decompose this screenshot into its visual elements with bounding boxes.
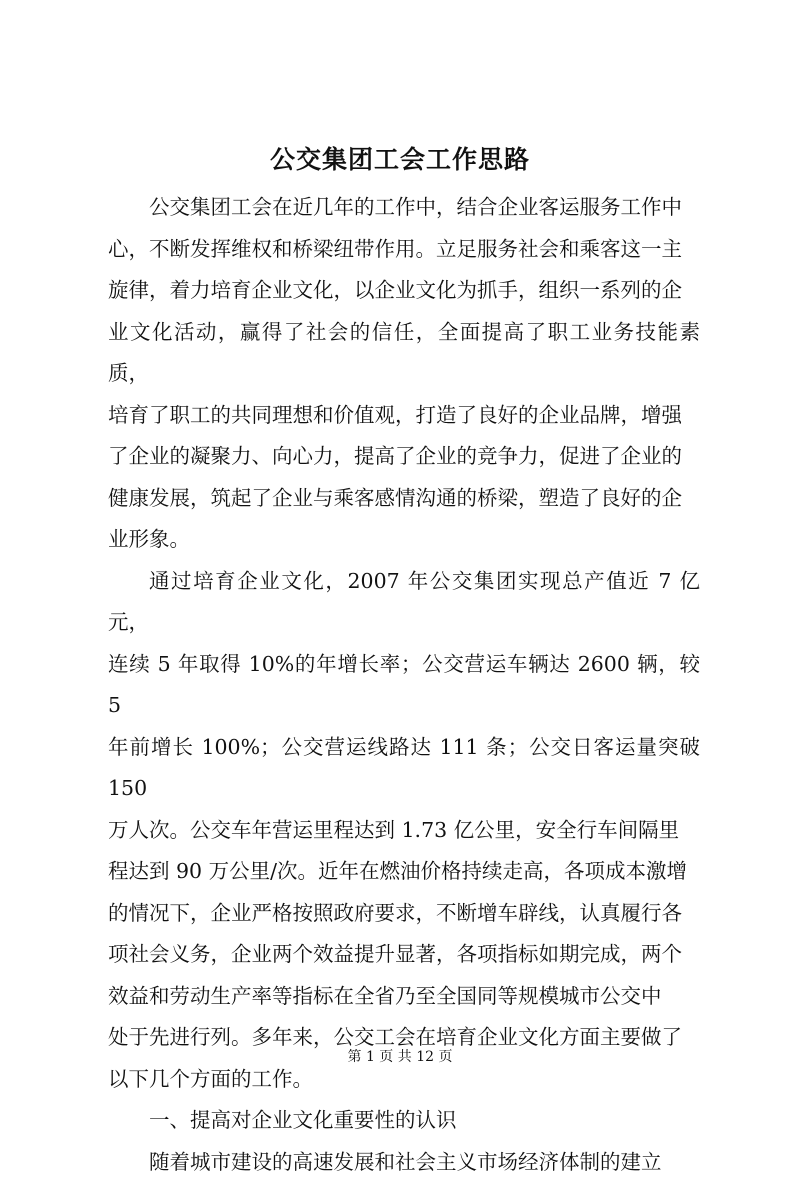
document-body [108, 187, 700, 1183]
document-title: 公交集团工会工作思路 [0, 140, 800, 180]
section-heading-1: 一、提高对企业文化重要性的认识 [108, 1100, 700, 1142]
paragraph-intro: 公交集团工会在近几年的工作中，结合企业客运服务工作中 心，不断发挥维权和桥梁纽带作用。立足服务社会和乘客这一主 旋律，着力培育企业文化，以企业文化为抓手，组织一系列的企 业文化活动，赢得了社会的信任，全面提高了职工业务技能素质， 培育了职工的共同理想和价值观，打造了良好的企业品牌，增强 了企业的凝聚力、向心力，提高了企业的竞争力，促进了企业的 健康发展，筑起了企业与乘客感情沟通的桥梁，塑造了良好的企 业形象。 [108, 187, 700, 561]
page-footer: 第 1 页 共 12 页 [0, 1047, 800, 1067]
paragraph-section-1: 随着城市建设的高速发展和社会主义市场经济体制的建立 [108, 1142, 700, 1183]
paragraph-achievements: 通过培育企业文化，2007 年公交集团实现总产值近 7 亿元， 连续 5 年取得 10%的年增长率；公交营运车辆达 2600 辆，较 5 年前增长 100%；公交营运线路达 111 条；公交日客运量突破 150 万人次。公交车年营运里程达到 1.73 亿公里，安全行车间隔里 程达到 90 万公里/次。近年在燃油价格持续走高，各项成本激增 的情况下，企业严格按照政府要求，不断增车辟线，认真履行各 项社会义务，企业两个效益提升显著，各项指标如期完成，两个 效益和劳动生产率等指标在全省乃至全国同等规模城市公交中 处于先进行列。多年来，公交工会在培育企业文化方面主要做了 以下几个方面的工作。 [108, 561, 700, 1101]
